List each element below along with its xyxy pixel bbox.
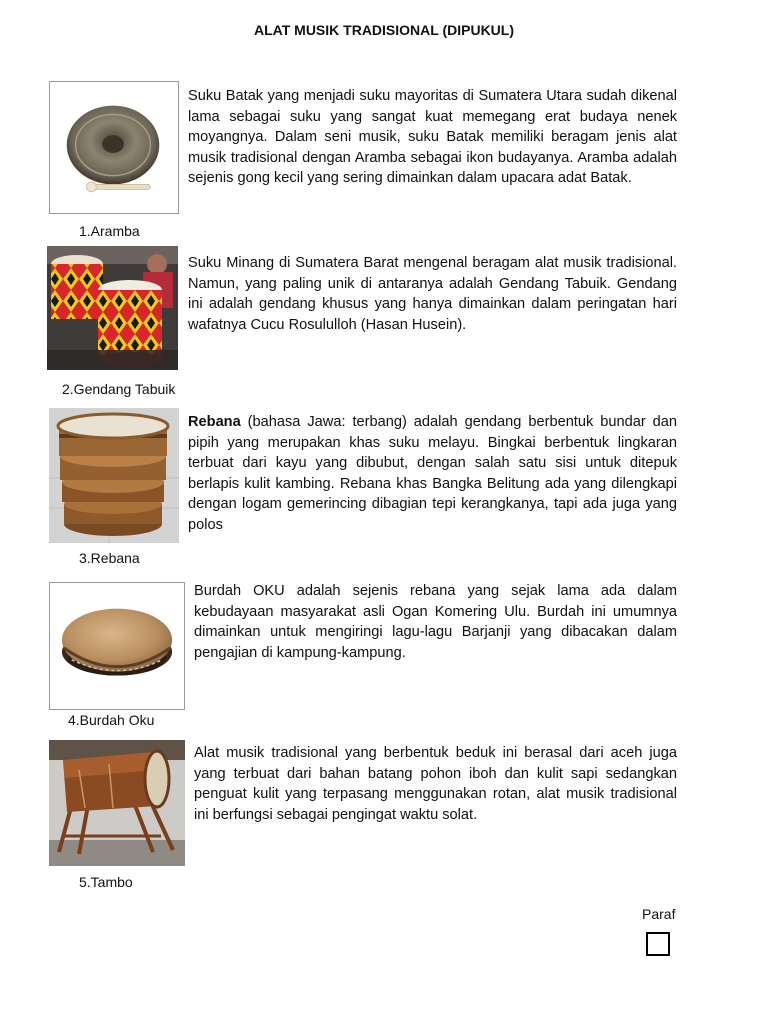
tambo-illustration: [49, 740, 185, 866]
caption-rebana: 3.Rebana: [79, 550, 140, 566]
gendang-tabuik-photo: [47, 246, 178, 370]
caption-tambo: 5.Tambo: [79, 874, 133, 890]
aramba-photo: [49, 81, 179, 214]
rebana-photo: [49, 408, 179, 543]
rebana-description-text: (bahasa Jawa: terbang) adalah gendang berbentuk bundar dan pipih yang merupakan khas suku melayu. Bingkai berbentuk lingkaran terbuat dari kayu yang dibubut, dengan salah satu sisi untuk ditepuk berlapis kulit kambing. Rebana khas Bangka Belitung ada yang dilengkapi dengan logam gemerincing dibagian tepi kerangkanya, tapi ada juga yang polos: [188, 414, 677, 533]
burdah-oku-illustration: [50, 583, 184, 709]
aramba-illustration: [50, 82, 178, 213]
page-title: ALAT MUSIK TRADISIONAL (DIPUKUL): [253, 22, 515, 38]
description-tambo: Alat musik tradisional yang berbentuk beduk ini berasal dari aceh juga yang terbuat dari bahan batang pohon iboh dan kulit sapi sedangkan penguat kulit yang terpasang menggunakan rotan, alat musik tradisional ini berfungsi sebagai pengingat waktu solat.: [194, 745, 677, 823]
description-aramba: Suku Batak yang menjadi suku mayoritas di Sumatera Utara sudah dikenal lama sebagai suku yang sangat kuat memegang erat budaya nenek moyangnya. Dalam seni musik, suku Batak memiliki beragam jenis alat musik tradisional dengan Aramba sebagai ikon budayanya. Aramba adalah sejenis gong kecil yang sering dimainkan dalam upacara adat Batak.: [188, 88, 677, 187]
caption-aramba: 1.Aramba: [79, 223, 140, 239]
caption-gendang-tabuik: 2.Gendang Tabuik: [62, 381, 176, 397]
caption-burdah-oku: 4.Burdah Oku: [68, 712, 155, 728]
paraf-checkbox[interactable]: [646, 932, 670, 956]
rebana-illustration: [49, 408, 179, 543]
tambo-photo: [49, 740, 185, 866]
description-burdah-oku: Burdah OKU adalah sejenis rebana yang sejak lama ada dalam kebudayaan masyarakat asli Ogan Komering Ulu. Burdah ini umumnya dimainkan untuk mengiringi lagu-lagu Barjanji yang dibacakan dalam pengajian di kampung-kampung.: [194, 583, 677, 661]
description-gendang-tabuik: Suku Minang di Sumatera Barat mengenal beragam alat musik tradisional. Namun, yang paling unik di antaranya adalah Gendang Tabuik. Gendang ini adalah gendang khusus yang hanya dimainkan dalam peringatan hari wafatnya Cucu Rosululloh (Hasan Husein).: [188, 255, 677, 333]
burdah-oku-photo: [49, 582, 185, 710]
paraf-label: Paraf: [642, 906, 676, 922]
rebana-term: Rebana: [188, 414, 241, 430]
description-rebana: [188, 412, 677, 536]
gendang-tabuik-illustration: [47, 246, 178, 370]
